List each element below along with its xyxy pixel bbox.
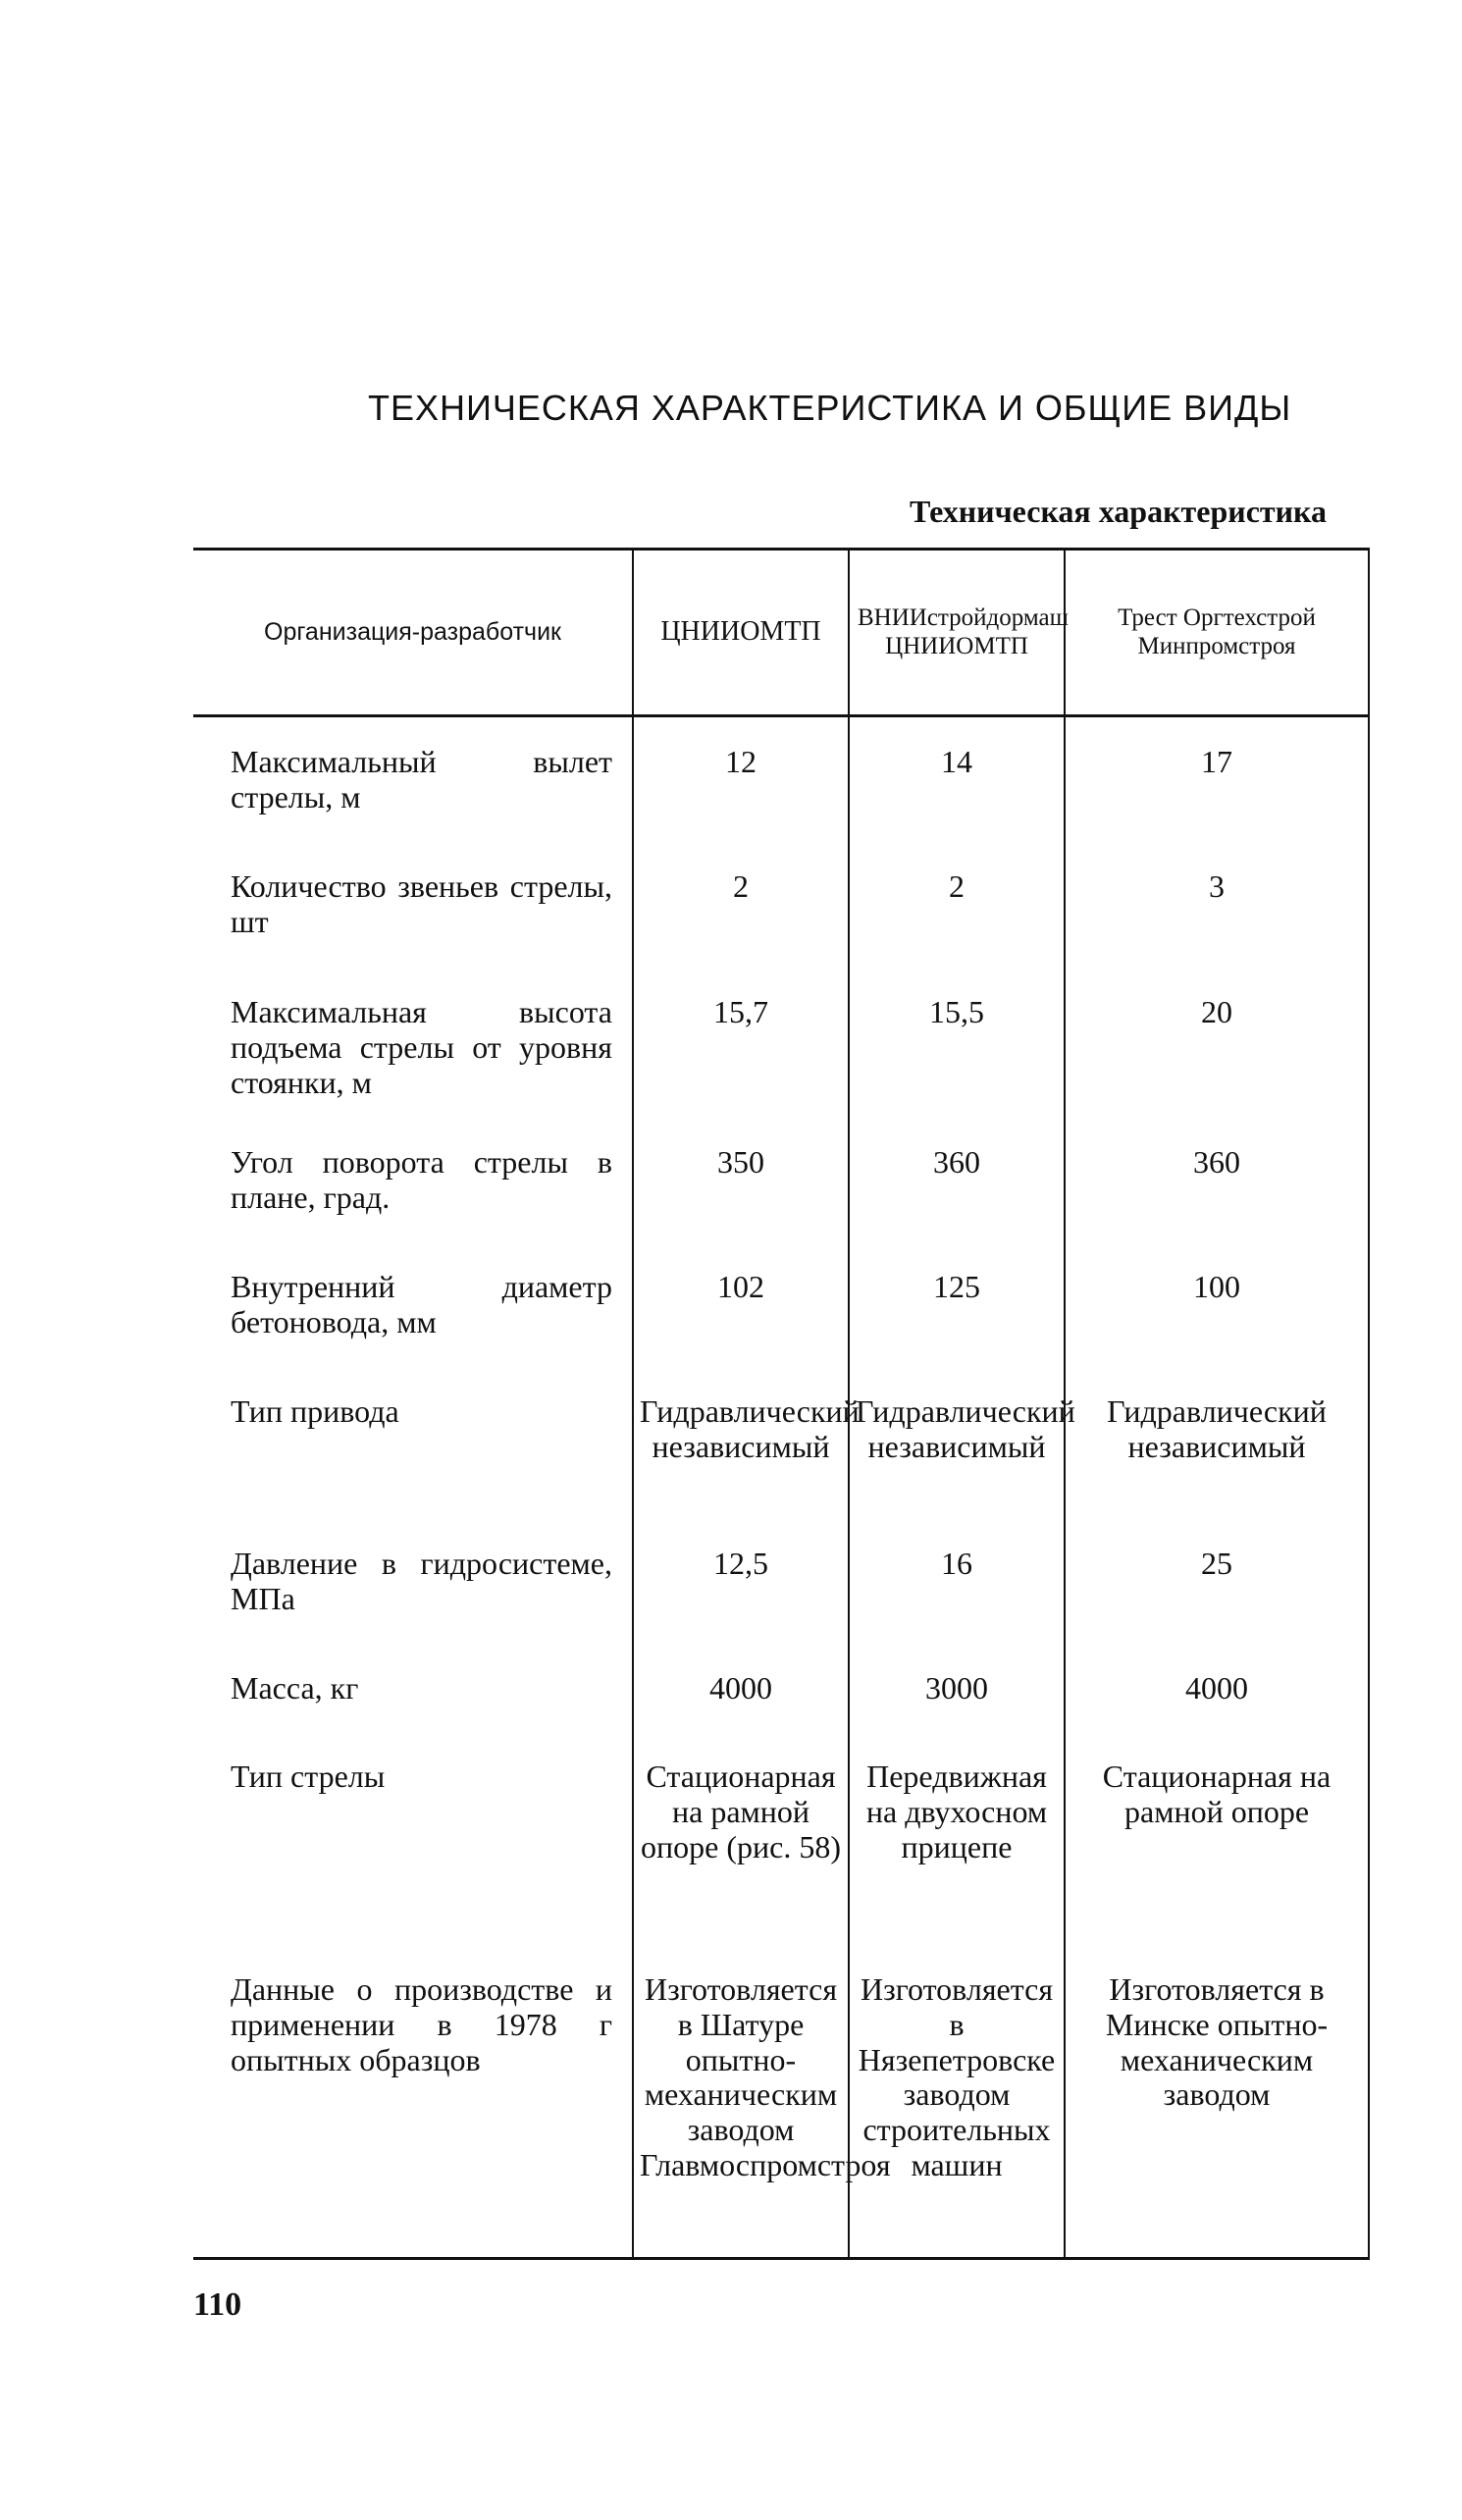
table-row [193, 1671, 1369, 1759]
row-label: Внутренний диаметр бетоновода, мм [231, 1269, 612, 1339]
table-spacer [193, 716, 1369, 746]
cell-org3: 20 [1065, 995, 1369, 1145]
table-row [193, 745, 1369, 869]
table-row [193, 995, 1369, 1145]
row-label: Угол поворота стрелы в плане, град. [231, 1144, 612, 1215]
row-label: Количество звеньев стрелы, шт [231, 868, 612, 939]
header-org3: Трест Оргтехстрой Минпромстроя [1065, 550, 1369, 716]
row-label: Масса, кг [231, 1670, 359, 1706]
cell-org1: 12,5 [633, 1547, 849, 1671]
row-label: Давление в гидросистеме, МПа [231, 1546, 612, 1616]
table-row [193, 1972, 1369, 2259]
table-row [193, 1145, 1369, 1270]
row-label: Максимальный вылет стрелы, м [231, 744, 612, 814]
cell-org3: Стационарная на рамной опоре [1065, 1759, 1369, 1972]
table-row [193, 1394, 1369, 1547]
table-header-row [193, 550, 1369, 716]
table-row [193, 1270, 1369, 1394]
cell-org2: 2 [849, 869, 1065, 995]
cell-org1: 15,7 [633, 995, 849, 1145]
table-title: Техническая характеристика [910, 494, 1327, 529]
cell-org1: 102 [633, 1270, 849, 1394]
cell-org2: 15,5 [849, 995, 1065, 1145]
cell-org3: Изготовляется в Минске опытно-механическим заводом [1065, 1972, 1369, 2259]
cell-org1: Изготовляется в Шатуре опытно-механическим заводом Главмоспромстроя [633, 1972, 849, 2259]
cell-org1: 2 [633, 869, 849, 995]
row-label: Максимальная высота подъема стрелы от уровня стоянки, м [231, 994, 612, 1100]
cell-org2: Гидравлический независимый [849, 1394, 1065, 1547]
cell-org3: 25 [1065, 1547, 1369, 1671]
cell-org2: 3000 [849, 1671, 1065, 1759]
row-label: Тип привода [231, 1393, 399, 1429]
cell-org2: 14 [849, 745, 1065, 869]
cell-org3: 360 [1065, 1145, 1369, 1270]
cell-org3: 100 [1065, 1270, 1369, 1394]
cell-org1: Гидравлический независимый [633, 1394, 849, 1547]
section-heading: ТЕХНИЧЕСКАЯ ХАРАКТЕРИСТИКА И ОБЩИЕ ВИДЫ [368, 388, 1292, 428]
cell-org3: Гидравлический независимый [1065, 1394, 1369, 1547]
table-row [193, 869, 1369, 995]
header-org2: ВНИИстройдормаш ЦНИИОМТП [849, 550, 1065, 716]
cell-org2: Изготовляется в Нязепетровске заводом строительных машин [849, 1972, 1065, 2259]
cell-org3: 4000 [1065, 1671, 1369, 1759]
header-param: Организация-разработчик [193, 550, 633, 716]
cell-org2: Передвижная на двухосном прицепе [849, 1759, 1065, 1972]
spec-table [193, 548, 1370, 2260]
table-row [193, 1547, 1369, 1671]
cell-org1: Стационарная на рамной опоре (рис. 58) [633, 1759, 849, 1972]
cell-org2: 360 [849, 1145, 1065, 1270]
table-row [193, 1759, 1369, 1972]
cell-org2: 16 [849, 1547, 1065, 1671]
page-number: 110 [193, 2286, 242, 2323]
cell-org2: 125 [849, 1270, 1065, 1394]
cell-org1: 4000 [633, 1671, 849, 1759]
header-org1: ЦНИИОМТП [633, 550, 849, 716]
cell-org3: 3 [1065, 869, 1369, 995]
cell-org1: 350 [633, 1145, 849, 1270]
cell-org1: 12 [633, 745, 849, 869]
cell-org3: 17 [1065, 745, 1369, 869]
row-label: Данные о производстве и применении в 1978 г опытных образцов [193, 1972, 633, 2259]
row-label: Тип стрелы [231, 1759, 386, 1794]
